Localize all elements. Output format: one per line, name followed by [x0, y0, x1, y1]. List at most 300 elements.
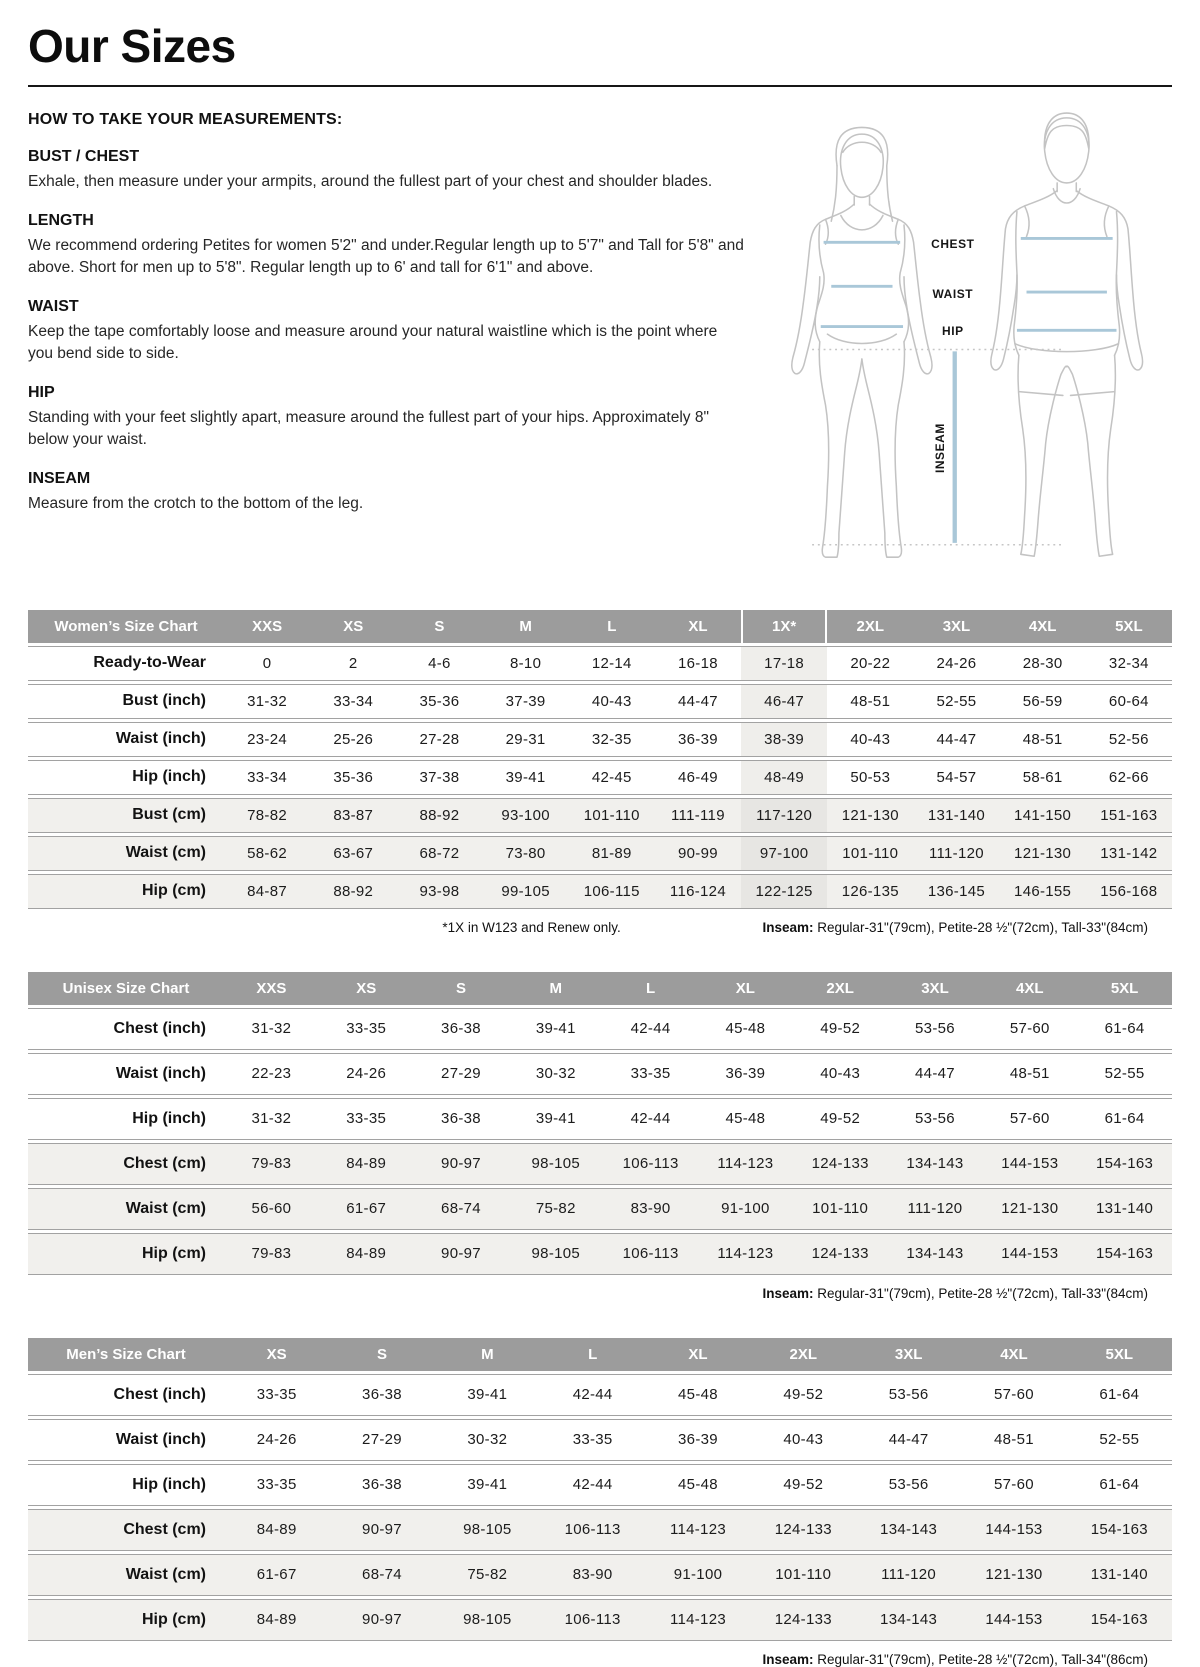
- size-cell: 49-52: [751, 1464, 856, 1506]
- size-cell: 35-36: [396, 684, 482, 719]
- table-footnote: [28, 1286, 1148, 1301]
- size-cell: 124-133: [793, 1233, 888, 1275]
- row-label: Ready-to-Wear: [28, 646, 224, 681]
- size-cell: 98-105: [435, 1599, 540, 1641]
- size-cell: 42-45: [569, 760, 655, 795]
- size-cell: 38-39: [741, 722, 827, 757]
- size-cell: 39-41: [435, 1374, 540, 1416]
- column-header: M: [483, 610, 569, 643]
- size-cell: 93-100: [483, 798, 569, 833]
- size-cell: 39-41: [435, 1464, 540, 1506]
- mens-size-chart: [28, 1335, 1172, 1667]
- size-cell: 53-56: [856, 1464, 961, 1506]
- title-divider: [28, 85, 1172, 87]
- size-cell: 111-120: [856, 1554, 961, 1596]
- size-cell: 156-168: [1086, 874, 1172, 909]
- footnote-inseam: Inseam: Regular-31"(79cm), Petite-28 ½"(72cm), Tall-34"(86cm): [762, 1651, 1148, 1667]
- row-label: Chest (inch): [28, 1008, 224, 1050]
- size-cell: 30-32: [435, 1419, 540, 1461]
- size-cell: 24-26: [319, 1053, 414, 1095]
- womens-size-chart: [28, 607, 1172, 935]
- size-cell: 111-120: [888, 1188, 983, 1230]
- how-to-heading: HOW TO TAKE YOUR MEASUREMENTS:: [28, 110, 343, 128]
- size-cell: 101-110: [793, 1188, 888, 1230]
- size-cell: 124-133: [751, 1509, 856, 1551]
- size-cell: 75-82: [508, 1188, 603, 1230]
- size-cell: 27-29: [329, 1419, 434, 1461]
- size-cell: 154-163: [1077, 1233, 1172, 1275]
- size-cell: 33-34: [310, 684, 396, 719]
- size-cell: 90-97: [414, 1233, 509, 1275]
- size-cell: 98-105: [508, 1143, 603, 1185]
- row-label: Chest (inch): [28, 1374, 224, 1416]
- top-section: [28, 103, 1172, 573]
- page-title: Our Sizes: [28, 20, 236, 72]
- size-cell: 126-135: [827, 874, 913, 909]
- size-cell: 49-52: [751, 1374, 856, 1416]
- size-table: [28, 969, 1172, 1278]
- size-cell: 53-56: [888, 1098, 983, 1140]
- table-row: [28, 722, 1172, 757]
- size-cell: 35-36: [310, 760, 396, 795]
- table-title: Women’s Size Chart: [28, 610, 224, 643]
- size-cell: 46-49: [655, 760, 741, 795]
- size-cell: 68-74: [414, 1188, 509, 1230]
- size-cell: 121-130: [1000, 836, 1086, 871]
- size-cell: 53-56: [888, 1008, 983, 1050]
- row-label: Waist (inch): [28, 1053, 224, 1095]
- size-cell: 114-123: [698, 1143, 793, 1185]
- column-header: 5XL: [1086, 610, 1172, 643]
- row-label: Chest (cm): [28, 1143, 224, 1185]
- column-header: L: [540, 1338, 645, 1371]
- size-cell: 78-82: [224, 798, 310, 833]
- size-cell: 84-89: [224, 1509, 329, 1551]
- row-label: Bust (inch): [28, 684, 224, 719]
- size-cell: 40-43: [793, 1053, 888, 1095]
- size-cell: 68-74: [329, 1554, 434, 1596]
- size-cell: 56-59: [1000, 684, 1086, 719]
- size-cell: 114-123: [645, 1599, 750, 1641]
- size-cell: 33-35: [319, 1098, 414, 1140]
- size-cell: 36-39: [655, 722, 741, 757]
- footnote-inseam: Inseam: Regular-31"(79cm), Petite-28 ½"(72cm), Tall-33"(84cm): [762, 919, 1148, 935]
- table-row: [28, 760, 1172, 795]
- size-cell: 48-51: [1000, 722, 1086, 757]
- table-row: [28, 1008, 1172, 1050]
- size-cell: 48-51: [827, 684, 913, 719]
- size-cell: 25-26: [310, 722, 396, 757]
- size-cell: 154-163: [1077, 1143, 1172, 1185]
- size-cell: 90-97: [329, 1509, 434, 1551]
- table-row: [28, 1233, 1172, 1275]
- column-header: XS: [224, 1338, 329, 1371]
- column-header: 4XL: [1000, 610, 1086, 643]
- size-cell: 29-31: [483, 722, 569, 757]
- size-cell: 114-123: [698, 1233, 793, 1275]
- size-cell: 121-130: [982, 1188, 1077, 1230]
- size-cell: 52-56: [1086, 722, 1172, 757]
- size-cell: 61-67: [224, 1554, 329, 1596]
- size-cell: 36-39: [698, 1053, 793, 1095]
- size-cell: 60-64: [1086, 684, 1172, 719]
- column-header: XXS: [224, 610, 310, 643]
- table-row: [28, 1098, 1172, 1140]
- size-cell: 52-55: [913, 684, 999, 719]
- size-cell: 44-47: [655, 684, 741, 719]
- size-cell: 36-38: [329, 1374, 434, 1416]
- row-label: Waist (cm): [28, 1188, 224, 1230]
- column-header: 3XL: [888, 972, 983, 1005]
- size-cell: 30-32: [508, 1053, 603, 1095]
- size-cell: 20-22: [827, 646, 913, 681]
- table-row: [28, 1374, 1172, 1416]
- waist-label: WAIST: [932, 286, 974, 301]
- table-row: [28, 1509, 1172, 1551]
- size-cell: 146-155: [1000, 874, 1086, 909]
- row-label: Hip (cm): [28, 874, 224, 909]
- size-table: [28, 607, 1172, 912]
- size-cell: 4-6: [396, 646, 482, 681]
- size-cell: 42-44: [540, 1464, 645, 1506]
- size-cell: 52-55: [1067, 1419, 1172, 1461]
- column-header: 5XL: [1067, 1338, 1172, 1371]
- size-cell: 98-105: [508, 1233, 603, 1275]
- size-cell: 122-125: [741, 874, 827, 909]
- size-cell: 61-67: [319, 1188, 414, 1230]
- size-cell: 141-150: [1000, 798, 1086, 833]
- column-header: XXS: [224, 972, 319, 1005]
- size-cell: 50-53: [827, 760, 913, 795]
- table-row: [28, 1554, 1172, 1596]
- size-cell: 106-113: [540, 1509, 645, 1551]
- footnote-inseam-label: Inseam:: [762, 919, 814, 935]
- size-cell: 57-60: [961, 1374, 1066, 1416]
- column-header: 2XL: [793, 972, 888, 1005]
- size-cell: 93-98: [396, 874, 482, 909]
- chest-label: CHEST: [931, 236, 975, 251]
- size-cell: 45-48: [698, 1098, 793, 1140]
- size-cell: 54-57: [913, 760, 999, 795]
- size-cell: 90-97: [414, 1143, 509, 1185]
- size-cell: 83-90: [540, 1554, 645, 1596]
- size-cell: 12-14: [569, 646, 655, 681]
- size-cell: 98-105: [435, 1509, 540, 1551]
- size-cell: 36-38: [329, 1464, 434, 1506]
- size-cell: 116-124: [655, 874, 741, 909]
- size-cell: 106-113: [603, 1143, 698, 1185]
- size-cell: 91-100: [698, 1188, 793, 1230]
- size-cell: 33-35: [319, 1008, 414, 1050]
- size-cell: 131-140: [1067, 1554, 1172, 1596]
- size-cell: 114-123: [645, 1509, 750, 1551]
- size-cell: 134-143: [856, 1509, 961, 1551]
- body-measurement-illustration: [770, 103, 1172, 573]
- size-cell: 81-89: [569, 836, 655, 871]
- size-cell: 84-89: [319, 1233, 414, 1275]
- size-cell: 40-43: [569, 684, 655, 719]
- measurement-instructions: [28, 103, 744, 573]
- row-label: Waist (cm): [28, 1554, 224, 1596]
- column-header: M: [508, 972, 603, 1005]
- size-cell: 44-47: [888, 1053, 983, 1095]
- size-cell: 134-143: [888, 1143, 983, 1185]
- section-body: Exhale, then measure under your armpits, around the fullest part of your chest and shoulder blades.: [28, 172, 713, 190]
- size-cell: 27-29: [414, 1053, 509, 1095]
- size-cell: 33-35: [603, 1053, 698, 1095]
- size-cell: 44-47: [913, 722, 999, 757]
- table-row: [28, 874, 1172, 909]
- size-cell: 61-64: [1077, 1008, 1172, 1050]
- size-cell: 23-24: [224, 722, 310, 757]
- size-cell: 63-67: [310, 836, 396, 871]
- size-cell: 90-99: [655, 836, 741, 871]
- size-cell: 144-153: [961, 1599, 1066, 1641]
- size-cell: 27-28: [396, 722, 482, 757]
- section-body: Keep the tape comfortably loose and measure around your natural waistline which is the point where you bend side to side.: [28, 322, 718, 362]
- size-cell: 44-47: [856, 1419, 961, 1461]
- row-label: Hip (inch): [28, 1464, 224, 1506]
- table-row: [28, 646, 1172, 681]
- row-label: Hip (inch): [28, 1098, 224, 1140]
- column-header: S: [329, 1338, 434, 1371]
- size-cell: 90-97: [329, 1599, 434, 1641]
- size-cell: 83-87: [310, 798, 396, 833]
- size-cell: 91-100: [645, 1554, 750, 1596]
- size-cell: 53-56: [856, 1374, 961, 1416]
- size-cell: 49-52: [793, 1098, 888, 1140]
- size-cell: 101-110: [751, 1554, 856, 1596]
- size-cell: 42-44: [603, 1098, 698, 1140]
- size-cell: 111-119: [655, 798, 741, 833]
- column-header: 1X*: [741, 610, 827, 643]
- section-body: Standing with your feet slightly apart, measure around the fullest part of your hips. Approximately 8" below your waist.: [28, 408, 709, 448]
- size-cell: 57-60: [982, 1098, 1077, 1140]
- size-cell: 106-113: [540, 1599, 645, 1641]
- section-heading: WAIST: [28, 297, 79, 315]
- size-cell: 57-60: [982, 1008, 1077, 1050]
- table-row: [28, 684, 1172, 719]
- size-cell: 131-140: [913, 798, 999, 833]
- size-cell: 46-47: [741, 684, 827, 719]
- column-header: S: [414, 972, 509, 1005]
- size-cell: 134-143: [888, 1233, 983, 1275]
- column-header: XS: [310, 610, 396, 643]
- size-cell: 124-133: [793, 1143, 888, 1185]
- size-cell: 45-48: [645, 1374, 750, 1416]
- footnote-inseam: Inseam: Regular-31"(79cm), Petite-28 ½"(72cm), Tall-33"(84cm): [762, 1285, 1148, 1301]
- size-cell: 48-51: [961, 1419, 1066, 1461]
- size-cell: 61-64: [1077, 1098, 1172, 1140]
- size-cell: 121-130: [827, 798, 913, 833]
- size-cell: 2: [310, 646, 396, 681]
- size-cell: 33-35: [224, 1374, 329, 1416]
- footnote-inseam-label: Inseam:: [762, 1651, 814, 1667]
- column-header: 5XL: [1077, 972, 1172, 1005]
- size-cell: 24-26: [913, 646, 999, 681]
- size-cell: 144-153: [961, 1509, 1066, 1551]
- size-cell: 52-55: [1077, 1053, 1172, 1095]
- size-cell: 136-145: [913, 874, 999, 909]
- size-cell: 79-83: [224, 1143, 319, 1185]
- table-row: [28, 1464, 1172, 1506]
- size-cell: 39-41: [508, 1098, 603, 1140]
- size-cell: 61-64: [1067, 1374, 1172, 1416]
- size-cell: 62-66: [1086, 760, 1172, 795]
- instruction-sections: [28, 148, 744, 515]
- size-cell: 31-32: [224, 1098, 319, 1140]
- size-cell: 48-51: [982, 1053, 1077, 1095]
- size-cell: 101-110: [827, 836, 913, 871]
- size-cell: 68-72: [396, 836, 482, 871]
- size-cell: 40-43: [751, 1419, 856, 1461]
- size-cell: 151-163: [1086, 798, 1172, 833]
- size-cell: 42-44: [540, 1374, 645, 1416]
- row-label: Hip (cm): [28, 1233, 224, 1275]
- section-heading: HIP: [28, 383, 55, 401]
- size-cell: 84-89: [224, 1599, 329, 1641]
- section-heading: LENGTH: [28, 211, 94, 229]
- footnote-inseam-label: Inseam:: [762, 1285, 814, 1301]
- size-cell: 88-92: [396, 798, 482, 833]
- size-cell: 144-153: [982, 1233, 1077, 1275]
- column-header: XS: [319, 972, 414, 1005]
- size-cell: 121-130: [961, 1554, 1066, 1596]
- column-header: XL: [655, 610, 741, 643]
- size-cell: 16-18: [655, 646, 741, 681]
- table-footnote: [28, 1652, 1148, 1667]
- size-cell: 111-120: [913, 836, 999, 871]
- table-row: [28, 1419, 1172, 1461]
- size-cell: 61-64: [1067, 1464, 1172, 1506]
- size-cell: 8-10: [483, 646, 569, 681]
- size-cell: 31-32: [224, 1008, 319, 1050]
- size-cell: 36-38: [414, 1008, 509, 1050]
- man-figure: [991, 113, 1143, 556]
- size-cell: 83-90: [603, 1188, 698, 1230]
- row-label: Hip (cm): [28, 1599, 224, 1641]
- size-cell: 131-142: [1086, 836, 1172, 871]
- size-cell: 33-34: [224, 760, 310, 795]
- column-header: XL: [645, 1338, 750, 1371]
- column-header: L: [569, 610, 655, 643]
- size-cell: 31-32: [224, 684, 310, 719]
- row-label: Waist (inch): [28, 1419, 224, 1461]
- column-header: XL: [698, 972, 793, 1005]
- row-label: Waist (cm): [28, 836, 224, 871]
- size-cell: 28-30: [1000, 646, 1086, 681]
- section-heading: INSEAM: [28, 469, 91, 487]
- size-cell: 144-153: [982, 1143, 1077, 1185]
- row-label: Hip (inch): [28, 760, 224, 795]
- size-cell: 117-120: [741, 798, 827, 833]
- column-header: L: [603, 972, 698, 1005]
- table-footnote: [28, 920, 1148, 935]
- column-header: 3XL: [856, 1338, 961, 1371]
- inseam-label: INSEAM: [933, 422, 948, 473]
- size-cell: 32-35: [569, 722, 655, 757]
- woman-figure: [792, 127, 932, 557]
- column-header: S: [396, 610, 482, 643]
- section-heading: BUST / CHEST: [28, 147, 140, 165]
- size-cell: 49-52: [793, 1008, 888, 1050]
- table-row: [28, 1188, 1172, 1230]
- size-cell: 88-92: [310, 874, 396, 909]
- size-cell: 124-133: [751, 1599, 856, 1641]
- size-cell: 36-38: [414, 1098, 509, 1140]
- size-cell: 84-87: [224, 874, 310, 909]
- column-header: 2XL: [827, 610, 913, 643]
- hip-label: HIP: [941, 324, 964, 339]
- size-cell: 73-80: [483, 836, 569, 871]
- size-cell: 131-140: [1077, 1188, 1172, 1230]
- size-cell: 101-110: [569, 798, 655, 833]
- column-header: 3XL: [913, 610, 999, 643]
- size-cell: 24-26: [224, 1419, 329, 1461]
- table-title: Men’s Size Chart: [28, 1338, 224, 1371]
- table-row: [28, 1143, 1172, 1185]
- size-cell: 58-62: [224, 836, 310, 871]
- size-cell: 106-115: [569, 874, 655, 909]
- section-body: We recommend ordering Petites for women 5'2" and under.Regular length up to 5'7" and Tall for 5'8" and above. Short for men up to 5'8". Regular length up to 6' and tall for 6'1" and above.: [28, 236, 744, 276]
- size-cell: 56-60: [224, 1188, 319, 1230]
- column-header: 4XL: [961, 1338, 1066, 1371]
- size-cell: 106-113: [603, 1233, 698, 1275]
- size-cell: 48-49: [741, 760, 827, 795]
- size-cell: 45-48: [645, 1464, 750, 1506]
- size-cell: 0: [224, 646, 310, 681]
- size-table: [28, 1335, 1172, 1644]
- size-cell: 33-35: [540, 1419, 645, 1461]
- size-cell: 40-43: [827, 722, 913, 757]
- size-cell: 99-105: [483, 874, 569, 909]
- size-cell: 37-39: [483, 684, 569, 719]
- size-cell: 97-100: [741, 836, 827, 871]
- size-cell: 58-61: [1000, 760, 1086, 795]
- size-cell: 39-41: [483, 760, 569, 795]
- size-cell: 32-34: [1086, 646, 1172, 681]
- column-header: 4XL: [982, 972, 1077, 1005]
- table-row: [28, 836, 1172, 871]
- row-label: Waist (inch): [28, 722, 224, 757]
- size-cell: 154-163: [1067, 1599, 1172, 1641]
- row-label: Bust (cm): [28, 798, 224, 833]
- footnote-asterisk: *1X in W123 and Renew only.: [442, 919, 621, 935]
- size-cell: 22-23: [224, 1053, 319, 1095]
- size-cell: 79-83: [224, 1233, 319, 1275]
- size-cell: 17-18: [741, 646, 827, 681]
- column-header: 2XL: [751, 1338, 856, 1371]
- table-title: Unisex Size Chart: [28, 972, 224, 1005]
- table-row: [28, 1599, 1172, 1641]
- size-cell: 84-89: [319, 1143, 414, 1185]
- size-cell: 154-163: [1067, 1509, 1172, 1551]
- size-cell: 36-39: [645, 1419, 750, 1461]
- row-label: Chest (cm): [28, 1509, 224, 1551]
- size-cell: 37-38: [396, 760, 482, 795]
- size-cell: 39-41: [508, 1008, 603, 1050]
- size-cell: 75-82: [435, 1554, 540, 1596]
- size-cell: 33-35: [224, 1464, 329, 1506]
- size-cell: 134-143: [856, 1599, 961, 1641]
- column-header: M: [435, 1338, 540, 1371]
- section-body: Measure from the crotch to the bottom of the leg.: [28, 494, 364, 512]
- table-row: [28, 1053, 1172, 1095]
- size-cell: 45-48: [698, 1008, 793, 1050]
- table-row: [28, 798, 1172, 833]
- measurement-diagram: [770, 103, 1172, 573]
- size-cell: 42-44: [603, 1008, 698, 1050]
